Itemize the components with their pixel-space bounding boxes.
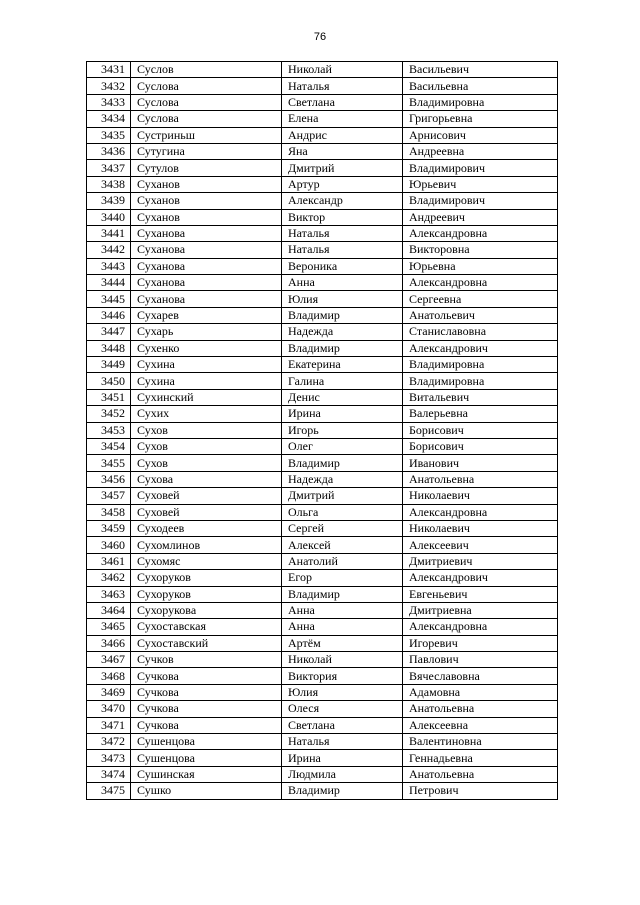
patronymic-cell: Юрьевна <box>403 258 558 274</box>
first-name-cell: Артур <box>282 176 403 192</box>
last-name-cell: Суханова <box>131 225 282 241</box>
first-name-cell: Людмила <box>282 766 403 782</box>
last-name-cell: Сухарев <box>131 307 282 323</box>
row-number-cell: 3469 <box>87 684 131 700</box>
row-number-cell: 3466 <box>87 635 131 651</box>
patronymic-cell: Александрович <box>403 340 558 356</box>
last-name-cell: Сухов <box>131 438 282 454</box>
row-number-cell: 3465 <box>87 619 131 635</box>
first-name-cell: Екатерина <box>282 357 403 373</box>
table-row <box>87 455 558 471</box>
last-name-cell: Суслова <box>131 94 282 110</box>
table-row <box>87 668 558 684</box>
row-number-cell: 3432 <box>87 78 131 94</box>
patronymic-cell: Анатольевич <box>403 307 558 323</box>
row-number-cell: 3433 <box>87 94 131 110</box>
table-row <box>87 127 558 143</box>
table-row <box>87 734 558 750</box>
names-table-body <box>87 62 558 800</box>
table-row <box>87 143 558 159</box>
last-name-cell: Сухина <box>131 373 282 389</box>
patronymic-cell: Васильевна <box>403 78 558 94</box>
table-row <box>87 357 558 373</box>
patronymic-cell: Петрович <box>403 783 558 799</box>
last-name-cell: Суханова <box>131 291 282 307</box>
names-table <box>86 61 558 800</box>
last-name-cell: Сучкова <box>131 668 282 684</box>
patronymic-cell: Арнисович <box>403 127 558 143</box>
first-name-cell: Наталья <box>282 225 403 241</box>
last-name-cell: Сухорукова <box>131 602 282 618</box>
patronymic-cell: Анатольевна <box>403 766 558 782</box>
table-row <box>87 373 558 389</box>
patronymic-cell: Владимировна <box>403 357 558 373</box>
last-name-cell: Суханов <box>131 209 282 225</box>
row-number-cell: 3441 <box>87 225 131 241</box>
first-name-cell: Надежда <box>282 471 403 487</box>
first-name-cell: Виктория <box>282 668 403 684</box>
last-name-cell: Сутугина <box>131 143 282 159</box>
page-number: 76 <box>313 31 327 43</box>
table-row <box>87 209 558 225</box>
table-row <box>87 520 558 536</box>
first-name-cell: Александр <box>282 193 403 209</box>
table-row <box>87 275 558 291</box>
patronymic-cell: Вячеславовна <box>403 668 558 684</box>
table-row <box>87 783 558 799</box>
patronymic-cell: Анатольевна <box>403 471 558 487</box>
patronymic-cell: Станиславовна <box>403 324 558 340</box>
last-name-cell: Сустриньш <box>131 127 282 143</box>
table-row <box>87 160 558 176</box>
patronymic-cell: Александровна <box>403 275 558 291</box>
first-name-cell: Игорь <box>282 422 403 438</box>
table-row <box>87 62 558 78</box>
row-number-cell: 3456 <box>87 471 131 487</box>
table-row <box>87 225 558 241</box>
last-name-cell: Суховей <box>131 504 282 520</box>
row-number-cell: 3467 <box>87 652 131 668</box>
table-row <box>87 438 558 454</box>
last-name-cell: Суханова <box>131 258 282 274</box>
patronymic-cell: Васильевич <box>403 62 558 78</box>
table-row <box>87 750 558 766</box>
first-name-cell: Надежда <box>282 324 403 340</box>
row-number-cell: 3448 <box>87 340 131 356</box>
first-name-cell: Олеся <box>282 701 403 717</box>
first-name-cell: Наталья <box>282 242 403 258</box>
last-name-cell: Сушенцова <box>131 734 282 750</box>
first-name-cell: Дмитрий <box>282 488 403 504</box>
first-name-cell: Андрис <box>282 127 403 143</box>
last-name-cell: Сучкова <box>131 701 282 717</box>
patronymic-cell: Адамовна <box>403 684 558 700</box>
patronymic-cell: Александровна <box>403 225 558 241</box>
first-name-cell: Виктор <box>282 209 403 225</box>
table-row <box>87 340 558 356</box>
patronymic-cell: Владимирович <box>403 160 558 176</box>
first-name-cell: Денис <box>282 389 403 405</box>
patronymic-cell: Витальевич <box>403 389 558 405</box>
table-row <box>87 619 558 635</box>
row-number-cell: 3474 <box>87 766 131 782</box>
first-name-cell: Анна <box>282 619 403 635</box>
last-name-cell: Сухоруков <box>131 570 282 586</box>
first-name-cell: Артём <box>282 635 403 651</box>
patronymic-cell: Александрович <box>403 570 558 586</box>
last-name-cell: Суховей <box>131 488 282 504</box>
table-row <box>87 488 558 504</box>
row-number-cell: 3462 <box>87 570 131 586</box>
table-row <box>87 717 558 733</box>
first-name-cell: Николай <box>282 62 403 78</box>
patronymic-cell: Павлович <box>403 652 558 668</box>
last-name-cell: Сушенцова <box>131 750 282 766</box>
last-name-cell: Суслов <box>131 62 282 78</box>
last-name-cell: Сухарь <box>131 324 282 340</box>
first-name-cell: Елена <box>282 111 403 127</box>
row-number-cell: 3475 <box>87 783 131 799</box>
row-number-cell: 3453 <box>87 422 131 438</box>
row-number-cell: 3454 <box>87 438 131 454</box>
patronymic-cell: Андреевич <box>403 209 558 225</box>
table-row <box>87 94 558 110</box>
row-number-cell: 3444 <box>87 275 131 291</box>
row-number-cell: 3440 <box>87 209 131 225</box>
row-number-cell: 3464 <box>87 602 131 618</box>
first-name-cell: Сергей <box>282 520 403 536</box>
last-name-cell: Суханов <box>131 176 282 192</box>
table-row <box>87 389 558 405</box>
row-number-cell: 3461 <box>87 553 131 569</box>
first-name-cell: Наталья <box>282 734 403 750</box>
patronymic-cell: Владимирович <box>403 193 558 209</box>
table-row <box>87 537 558 553</box>
row-number-cell: 3431 <box>87 62 131 78</box>
row-number-cell: 3434 <box>87 111 131 127</box>
table-row <box>87 291 558 307</box>
row-number-cell: 3452 <box>87 406 131 422</box>
table-row <box>87 78 558 94</box>
first-name-cell: Юлия <box>282 684 403 700</box>
table-row <box>87 766 558 782</box>
row-number-cell: 3449 <box>87 357 131 373</box>
table-row <box>87 324 558 340</box>
first-name-cell: Юлия <box>282 291 403 307</box>
table-row <box>87 242 558 258</box>
table-row <box>87 602 558 618</box>
last-name-cell: Сухенко <box>131 340 282 356</box>
last-name-cell: Сухих <box>131 406 282 422</box>
first-name-cell: Светлана <box>282 717 403 733</box>
first-name-cell: Владимир <box>282 340 403 356</box>
last-name-cell: Суханов <box>131 193 282 209</box>
patronymic-cell: Анатольевна <box>403 701 558 717</box>
patronymic-cell: Дмитриевич <box>403 553 558 569</box>
first-name-cell: Олег <box>282 438 403 454</box>
first-name-cell: Светлана <box>282 94 403 110</box>
row-number-cell: 3445 <box>87 291 131 307</box>
last-name-cell: Сутулов <box>131 160 282 176</box>
last-name-cell: Сухомлинов <box>131 537 282 553</box>
first-name-cell: Ольга <box>282 504 403 520</box>
table-row <box>87 176 558 192</box>
last-name-cell: Сухина <box>131 357 282 373</box>
last-name-cell: Сухова <box>131 471 282 487</box>
table-row <box>87 193 558 209</box>
last-name-cell: Сухов <box>131 455 282 471</box>
table-row <box>87 471 558 487</box>
patronymic-cell: Игоревич <box>403 635 558 651</box>
table-row <box>87 635 558 651</box>
table-row <box>87 553 558 569</box>
first-name-cell: Яна <box>282 143 403 159</box>
patronymic-cell: Иванович <box>403 455 558 471</box>
patronymic-cell: Николаевич <box>403 520 558 536</box>
row-number-cell: 3437 <box>87 160 131 176</box>
first-name-cell: Владимир <box>282 586 403 602</box>
first-name-cell: Николай <box>282 652 403 668</box>
row-number-cell: 3443 <box>87 258 131 274</box>
row-number-cell: 3472 <box>87 734 131 750</box>
last-name-cell: Суслова <box>131 78 282 94</box>
patronymic-cell: Борисович <box>403 422 558 438</box>
first-name-cell: Анатолий <box>282 553 403 569</box>
row-number-cell: 3458 <box>87 504 131 520</box>
last-name-cell: Суслова <box>131 111 282 127</box>
table-row <box>87 652 558 668</box>
first-name-cell: Егор <box>282 570 403 586</box>
row-number-cell: 3455 <box>87 455 131 471</box>
patronymic-cell: Владимировна <box>403 94 558 110</box>
first-name-cell: Владимир <box>282 455 403 471</box>
row-number-cell: 3438 <box>87 176 131 192</box>
first-name-cell: Вероника <box>282 258 403 274</box>
first-name-cell: Ирина <box>282 406 403 422</box>
patronymic-cell: Александровна <box>403 619 558 635</box>
patronymic-cell: Николаевич <box>403 488 558 504</box>
table-row <box>87 258 558 274</box>
last-name-cell: Сухов <box>131 422 282 438</box>
patronymic-cell: Андреевна <box>403 143 558 159</box>
last-name-cell: Сучков <box>131 652 282 668</box>
patronymic-cell: Юрьевич <box>403 176 558 192</box>
patronymic-cell: Геннадьевна <box>403 750 558 766</box>
row-number-cell: 3471 <box>87 717 131 733</box>
row-number-cell: 3450 <box>87 373 131 389</box>
table-row <box>87 406 558 422</box>
patronymic-cell: Сергеевна <box>403 291 558 307</box>
table-row <box>87 307 558 323</box>
patronymic-cell: Викторовна <box>403 242 558 258</box>
last-name-cell: Сухомяс <box>131 553 282 569</box>
row-number-cell: 3468 <box>87 668 131 684</box>
last-name-cell: Сучкова <box>131 684 282 700</box>
first-name-cell: Ирина <box>282 750 403 766</box>
first-name-cell: Дмитрий <box>282 160 403 176</box>
patronymic-cell: Александровна <box>403 504 558 520</box>
last-name-cell: Суходеев <box>131 520 282 536</box>
first-name-cell: Галина <box>282 373 403 389</box>
first-name-cell: Владимир <box>282 307 403 323</box>
last-name-cell: Сучкова <box>131 717 282 733</box>
row-number-cell: 3442 <box>87 242 131 258</box>
last-name-cell: Сухоставская <box>131 619 282 635</box>
first-name-cell: Владимир <box>282 783 403 799</box>
row-number-cell: 3447 <box>87 324 131 340</box>
last-name-cell: Сушко <box>131 783 282 799</box>
row-number-cell: 3463 <box>87 586 131 602</box>
patronymic-cell: Григорьевна <box>403 111 558 127</box>
first-name-cell: Алексей <box>282 537 403 553</box>
row-number-cell: 3459 <box>87 520 131 536</box>
row-number-cell: 3451 <box>87 389 131 405</box>
last-name-cell: Сушинская <box>131 766 282 782</box>
last-name-cell: Суханова <box>131 242 282 258</box>
patronymic-cell: Евгеньевич <box>403 586 558 602</box>
patronymic-cell: Владимировна <box>403 373 558 389</box>
patronymic-cell: Алексеевна <box>403 717 558 733</box>
row-number-cell: 3446 <box>87 307 131 323</box>
table-row <box>87 701 558 717</box>
patronymic-cell: Борисович <box>403 438 558 454</box>
row-number-cell: 3436 <box>87 143 131 159</box>
table-row <box>87 422 558 438</box>
patronymic-cell: Дмитриевна <box>403 602 558 618</box>
table-row <box>87 504 558 520</box>
row-number-cell: 3439 <box>87 193 131 209</box>
row-number-cell: 3435 <box>87 127 131 143</box>
table-row <box>87 570 558 586</box>
last-name-cell: Сухоставский <box>131 635 282 651</box>
patronymic-cell: Валерьевна <box>403 406 558 422</box>
table-row <box>87 586 558 602</box>
last-name-cell: Сухоруков <box>131 586 282 602</box>
patronymic-cell: Алексеевич <box>403 537 558 553</box>
first-name-cell: Анна <box>282 275 403 291</box>
table-row <box>87 111 558 127</box>
row-number-cell: 3470 <box>87 701 131 717</box>
first-name-cell: Анна <box>282 602 403 618</box>
table-row <box>87 684 558 700</box>
last-name-cell: Сухинский <box>131 389 282 405</box>
first-name-cell: Наталья <box>282 78 403 94</box>
last-name-cell: Суханова <box>131 275 282 291</box>
patronymic-cell: Валентиновна <box>403 734 558 750</box>
row-number-cell: 3460 <box>87 537 131 553</box>
row-number-cell: 3473 <box>87 750 131 766</box>
row-number-cell: 3457 <box>87 488 131 504</box>
